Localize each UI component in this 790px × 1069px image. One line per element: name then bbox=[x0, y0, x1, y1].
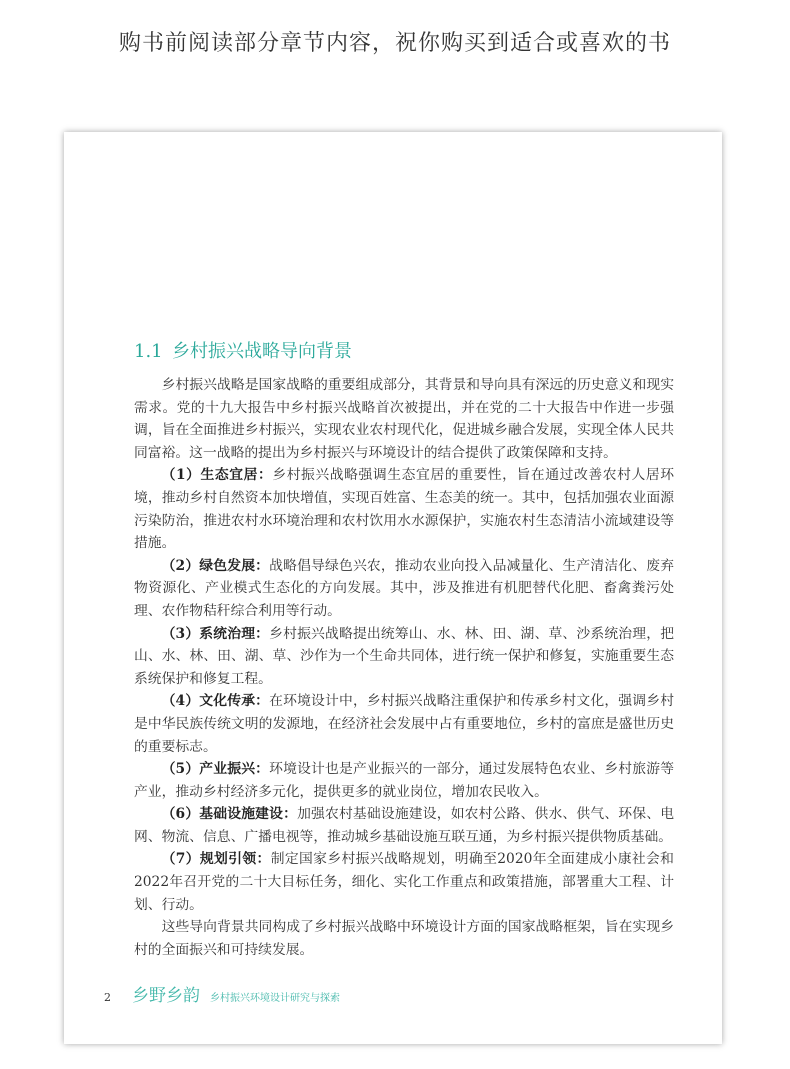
banner-title: 购书前阅读部分章节内容，祝你购买到适合或喜欢的书 bbox=[118, 31, 671, 56]
section-number: 1.1 bbox=[134, 341, 163, 362]
section-heading bbox=[134, 337, 352, 363]
page-footer bbox=[104, 985, 340, 1010]
book-brand: 乡野乡韵 bbox=[132, 986, 200, 1006]
paragraph bbox=[134, 623, 674, 691]
paragraph-text: 这些导向背景共同构成了乡村振兴战略中环境设计方面的国家战略框架，旨在实现乡村的全面振兴和可持续发展。 bbox=[134, 919, 674, 958]
paragraph-text: 乡村振兴战略强调生态宜居的重要性，旨在通过改善农村人居环境，推动乡村自然资本加快增值，实现百姓富、生态美的统一。其中，包括加强农业面源污染防治，推进农村水环境治理和农村饮用水水源保护，实施农村生态清洁小流域建设等措施。 bbox=[134, 467, 674, 552]
paragraph-label: （4）文化传承： bbox=[161, 693, 270, 710]
book-subtitle: 乡村振兴环境设计研究与探索 bbox=[210, 993, 340, 1004]
paragraph bbox=[134, 464, 674, 554]
paragraph-label: （2）绿色发展： bbox=[161, 557, 270, 574]
paragraph-text: 乡村振兴战略提出统筹山、水、林、田、湖、草、沙系统治理，把山、水、林、田、湖、草、沙作为一个生命共同体，进行统一保护和修复，实施重要生态系统保护和修复工程。 bbox=[134, 625, 675, 687]
paragraph-text: 环境设计也是产业振兴的一部分，通过发展特色农业、乡村旅游等产业，推动乡村经济多元化，提供更多的就业岗位，增加农民收入。 bbox=[134, 761, 675, 800]
page-number: 2 bbox=[104, 991, 111, 1004]
paragraph-label: （5）产业振兴： bbox=[161, 761, 270, 778]
paragraph-text: 制定国家乡村振兴战略规划，明确至2020年全面建成小康社会和2022年召开党的二十大目标任务，细化、实化工作重点和政策措施，部署重大工程、计划、行动。 bbox=[134, 851, 674, 913]
paragraph bbox=[134, 916, 674, 961]
paragraph-label: （7）规划引领： bbox=[161, 851, 271, 868]
paragraph bbox=[134, 848, 674, 916]
paragraph bbox=[134, 555, 674, 623]
paragraph-label: （1）生态宜居： bbox=[161, 467, 273, 484]
paragraph bbox=[134, 374, 674, 464]
body-text bbox=[134, 374, 674, 961]
paragraph bbox=[134, 758, 674, 803]
paragraph-label: （3）系统治理： bbox=[161, 625, 270, 642]
paragraph-text: 战略倡导绿色兴农，推动农业向投入品减量化、生产清洁化、废弃物资源化、产业模式生态化的方向发展。其中，涉及推进有机肥替代化肥、畜禽粪污处理、农作物秸秆综合利用等行动。 bbox=[134, 557, 675, 619]
paragraph bbox=[134, 803, 674, 848]
paragraph-label: （6）基础设施建设： bbox=[161, 806, 298, 823]
paragraph-text: 乡村振兴战略是国家战略的重要组成部分，其背景和导向具有深远的历史意义和现实需求。党的十九大报告中乡村振兴战略首次被提出，并在党的二十大报告中作进一步强调，旨在全面推进乡村振兴，实现农业农村现代化，促进城乡融合发展，实现全体人民共同富裕。这一战略的提出为乡村振兴与环境设计的结合提供了政策保障和支持。 bbox=[134, 377, 674, 461]
section-title: 乡村振兴战略导向背景 bbox=[172, 341, 352, 362]
book-page bbox=[64, 132, 722, 1044]
paragraph-text: 在环境设计中，乡村振兴战略注重保护和传承乡村文化，强调乡村是中华民族传统文明的发源地，在经济社会发展中占有重要地位，乡村的富庶是盛世历史的重要标志。 bbox=[134, 693, 675, 755]
paragraph bbox=[134, 690, 674, 758]
paragraph-text: 加强农村基础设施建设，如农村公路、供水、供气、环保、电网、物流、信息、广播电视等，推动城乡基础设施互联互通，为乡村振兴提供物质基础。 bbox=[134, 806, 674, 845]
